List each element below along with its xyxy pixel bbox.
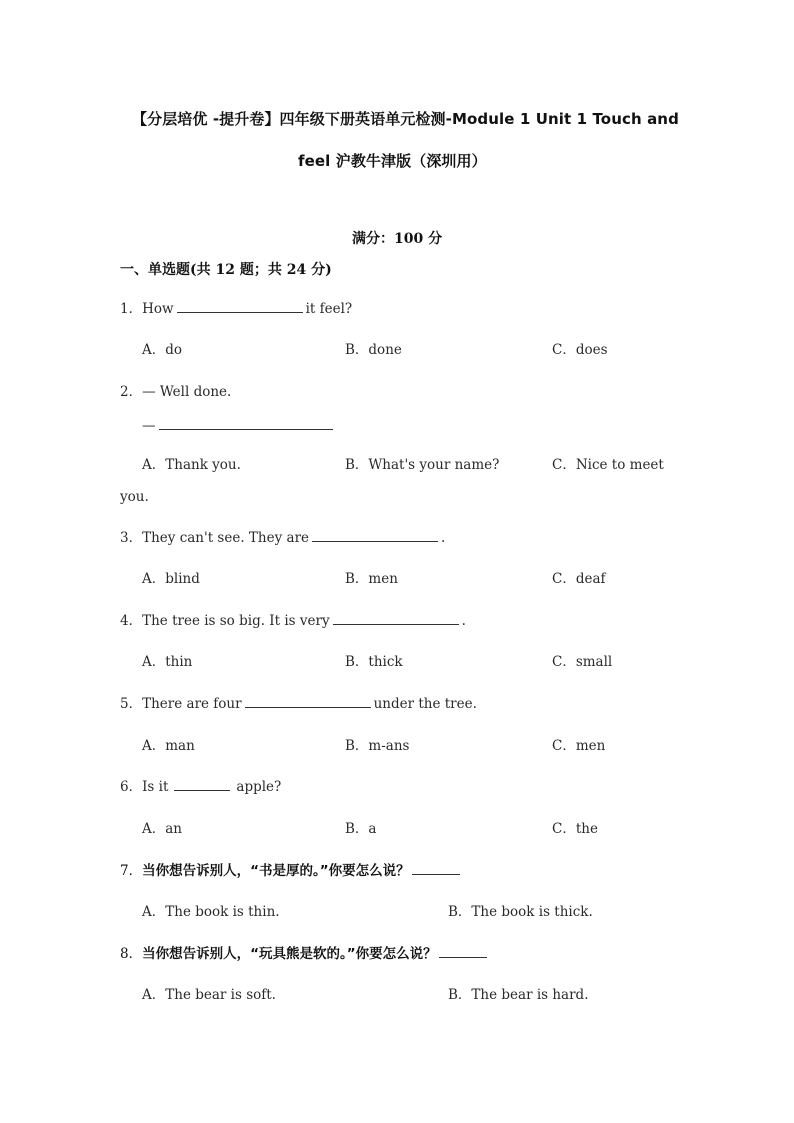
question-text: How	[142, 301, 174, 317]
answer-blank[interactable]	[333, 611, 459, 625]
option-b[interactable]: B．done	[345, 342, 402, 358]
section-heading: 一、单选题(共 12 题；共 24 分)	[120, 262, 332, 278]
question-8	[120, 942, 490, 962]
option-b[interactable]: B．a	[345, 821, 377, 837]
option-a[interactable]: A．an	[142, 821, 182, 837]
dash: —	[142, 418, 156, 434]
question-6	[120, 775, 281, 795]
question-number: 8．	[120, 946, 143, 962]
option-a[interactable]: A．blind	[142, 571, 200, 587]
option-b[interactable]: B．thick	[345, 654, 403, 670]
question-5	[120, 692, 477, 712]
question-text: .	[461, 613, 466, 629]
question-text: under the tree.	[373, 696, 477, 712]
doc-title-line-1: 【分层培优 -提升卷】四年级下册英语单元检测-Module 1 Unit 1 Touch and	[132, 110, 679, 128]
option-a[interactable]: A．thin	[142, 654, 193, 670]
answer-blank[interactable]	[439, 944, 487, 958]
question-number: 2．	[120, 384, 143, 400]
answer-blank[interactable]	[174, 777, 230, 791]
question-text: it feel?	[305, 301, 353, 317]
option-c[interactable]: C．deaf	[552, 571, 606, 587]
question-number: 4．	[120, 613, 143, 629]
option-c[interactable]: C．small	[552, 654, 613, 670]
option-a[interactable]: A．do	[142, 342, 183, 358]
option-a[interactable]: A．Thank you.	[142, 457, 241, 473]
option-c[interactable]: C．men	[552, 738, 606, 754]
doc-title-line-2: feel 沪教牛津版（深圳用）	[298, 152, 487, 170]
question-number: 5．	[120, 696, 143, 712]
full-score: 满分：100 分	[352, 231, 443, 247]
question-number: 3．	[120, 530, 143, 546]
option-b[interactable]: B．The bear is hard.	[448, 987, 589, 1003]
question-number: 1．	[120, 301, 143, 317]
question-number: 7．	[120, 863, 143, 879]
option-a[interactable]: A．The bear is soft.	[142, 987, 276, 1003]
option-b[interactable]: B．What's your name?	[345, 457, 500, 473]
question-3	[120, 526, 445, 546]
option-b[interactable]: B．The book is thick.	[448, 904, 593, 920]
question-1	[120, 297, 352, 317]
answer-blank[interactable]	[412, 861, 460, 875]
question-4	[120, 609, 466, 629]
option-a[interactable]: A．man	[142, 738, 195, 754]
option-c-wrap: you.	[120, 489, 149, 505]
answer-blank[interactable]	[159, 416, 333, 430]
question-number: 6．	[120, 779, 143, 795]
option-b[interactable]: B．m-ans	[345, 738, 410, 754]
option-b[interactable]: B．men	[345, 571, 398, 587]
option-a[interactable]: A．The book is thin.	[142, 904, 280, 920]
question-text: 当你想告诉别人，“玩具熊是软的。”你要怎么说？	[142, 946, 437, 962]
question-text: Is it	[142, 779, 169, 795]
question-text: There are four	[142, 696, 242, 712]
question-text: — Well done.	[142, 384, 232, 400]
question-2	[120, 380, 231, 400]
answer-blank[interactable]	[312, 528, 438, 542]
question-7	[120, 859, 463, 879]
answer-blank[interactable]	[177, 299, 303, 313]
option-c[interactable]: C．Nice to meet	[552, 457, 664, 473]
answer-blank[interactable]	[245, 694, 371, 708]
option-c[interactable]: C．does	[552, 342, 608, 358]
question-text: 当你想告诉别人，“书是厚的。”你要怎么说？	[142, 863, 410, 879]
question-text: The tree is so big. It is very	[142, 613, 330, 629]
question-2-response	[142, 416, 336, 434]
question-text: apple?	[236, 779, 282, 795]
question-text: They can't see. They are	[142, 530, 310, 546]
option-c[interactable]: C．the	[552, 821, 598, 837]
question-text: .	[441, 530, 446, 546]
